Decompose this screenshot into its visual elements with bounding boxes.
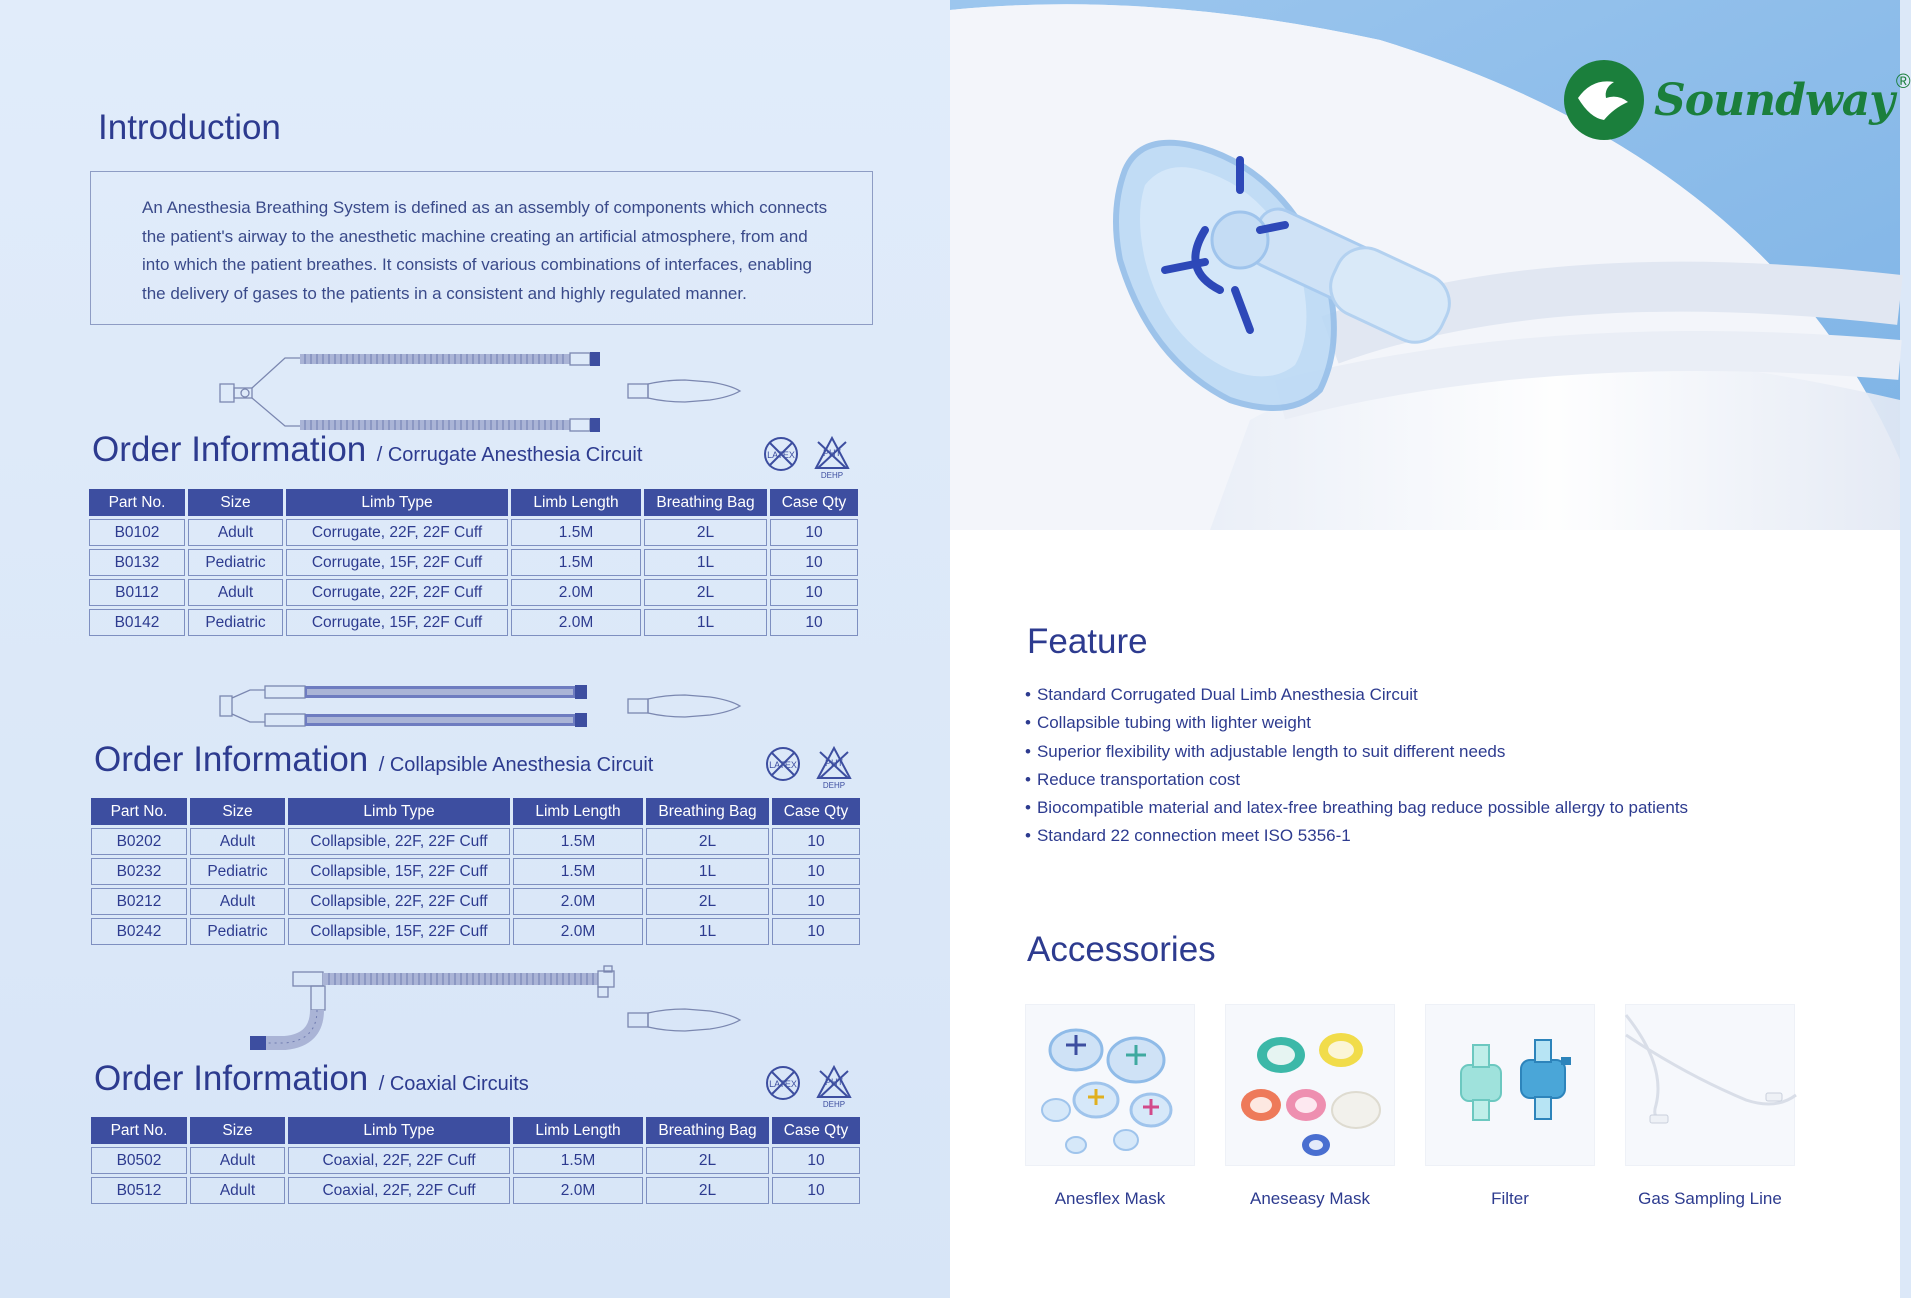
col-case-qty: Case Qty	[772, 1117, 860, 1144]
cell: 10	[772, 858, 860, 885]
col-breathing-bag: Breathing Bag	[646, 798, 769, 825]
coaxial-order-table	[88, 1114, 863, 1207]
table-row	[89, 609, 858, 636]
cell: 10	[770, 609, 858, 636]
col-case-qty: Case Qty	[772, 798, 860, 825]
pht-label: PHT	[823, 448, 841, 458]
compliance-badges	[764, 1063, 854, 1109]
latex-free-icon	[764, 744, 804, 790]
order-title: Order Information	[94, 740, 369, 779]
table-row	[91, 918, 860, 945]
cell: Pediatric	[188, 609, 283, 636]
order-subtitle: / Corrugate Anesthesia Circuit	[376, 444, 643, 466]
cell: 2L	[646, 828, 769, 855]
col-case-qty: Case Qty	[770, 489, 858, 516]
col-part-no: Part No.	[91, 1117, 187, 1144]
latex-free-icon	[762, 434, 802, 480]
dehp-label: DEHP	[822, 781, 846, 790]
cell: Corrugate, 15F, 22F Cuff	[286, 609, 508, 636]
cell: Adult	[188, 579, 283, 606]
cell: Pediatric	[190, 918, 285, 945]
cell: B0512	[91, 1177, 187, 1204]
introduction-text: An Anesthesia Breathing System is defined as an assembly of components which connects the patient's airway to the anesthetic machine creating an artificial atmosphere, from and into which the patient breathes. It consists of various combinations of interfaces, enabling the delivery of gases to the patients in a consistent and highly regulated manner.	[142, 198, 828, 303]
col-limb-type: Limb Type	[288, 1117, 510, 1144]
introduction-heading: Introduction	[98, 108, 281, 147]
collapsible-order-table	[88, 795, 863, 948]
cell: Adult	[190, 828, 285, 855]
col-limb-length: Limb Length	[513, 1117, 643, 1144]
cell: 10	[772, 1147, 860, 1174]
cell: 10	[770, 519, 858, 546]
list-item: • Superior flexibility with adjustable length to suit different needs	[1025, 738, 1688, 766]
dehp-label: DEHP	[822, 1100, 846, 1109]
cell: 10	[772, 828, 860, 855]
registered-mark: ®	[1895, 70, 1911, 93]
corrugate-circuit-diagram	[215, 350, 755, 432]
order-info-coaxial-heading	[94, 1059, 529, 1099]
cell: Corrugate, 22F, 22F Cuff	[286, 579, 508, 606]
cell: B0502	[91, 1147, 187, 1174]
cell: Corrugate, 22F, 22F Cuff	[286, 519, 508, 546]
cell: 10	[772, 888, 860, 915]
cell: 2L	[644, 579, 767, 606]
col-size: Size	[190, 1117, 285, 1144]
cell: Collapsible, 15F, 22F Cuff	[288, 918, 510, 945]
table-row	[89, 579, 858, 606]
cell: 1.5M	[513, 828, 643, 855]
accessory-aneseasy-mask	[1225, 1004, 1395, 1209]
table-header-row	[89, 489, 858, 516]
cell: 10	[770, 579, 858, 606]
table-row	[89, 519, 858, 546]
cell: 2.0M	[511, 609, 641, 636]
cell: 2L	[646, 1177, 769, 1204]
cell: 2.0M	[511, 579, 641, 606]
cell: 1.5M	[511, 519, 641, 546]
cell: B0112	[89, 579, 185, 606]
table-row	[91, 828, 860, 855]
latex-label: LATEX	[767, 450, 795, 460]
pht-dehp-free-icon	[814, 744, 854, 790]
table-header-row	[91, 1117, 860, 1144]
col-part-no: Part No.	[91, 798, 187, 825]
cell: Adult	[190, 1147, 285, 1174]
order-subtitle: / Collapsible Anesthesia Circuit	[378, 754, 654, 776]
col-breathing-bag: Breathing Bag	[646, 1117, 769, 1144]
accessory-gas-sampling-line	[1625, 1004, 1795, 1209]
brand-name: Soundway	[1654, 74, 1894, 126]
soundway-bird-logo-icon	[1562, 58, 1646, 142]
cell: Adult	[190, 888, 285, 915]
compliance-badges	[762, 434, 852, 480]
cell: 1.5M	[513, 1147, 643, 1174]
accessories-heading: Accessories	[1027, 930, 1216, 969]
cell: 10	[772, 918, 860, 945]
cell: Pediatric	[188, 549, 283, 576]
aneseasy-mask-photo	[1225, 1004, 1395, 1166]
cell: B0212	[91, 888, 187, 915]
anesflex-mask-photo	[1025, 1004, 1195, 1166]
cell: 2.0M	[513, 1177, 643, 1204]
cell: Adult	[188, 519, 283, 546]
dehp-label: DEHP	[820, 471, 844, 480]
cell: 1.5M	[513, 858, 643, 885]
cell: 2L	[646, 1147, 769, 1174]
feature-list	[1025, 681, 1688, 851]
cell: 10	[770, 549, 858, 576]
accessory-label: Anesflex Mask	[1054, 1189, 1166, 1208]
cell: Collapsible, 22F, 22F Cuff	[288, 888, 510, 915]
cell: B0102	[89, 519, 185, 546]
order-info-corrugate-heading	[92, 430, 642, 470]
col-limb-type: Limb Type	[286, 489, 508, 516]
soundway-logo	[1562, 58, 1911, 142]
cell: B0232	[91, 858, 187, 885]
cell: B0242	[91, 918, 187, 945]
col-limb-type: Limb Type	[288, 798, 510, 825]
cell: 1L	[644, 549, 767, 576]
latex-label: LATEX	[769, 1079, 797, 1089]
cell: Adult	[190, 1177, 285, 1204]
coaxial-circuit-diagram	[245, 965, 755, 1055]
col-limb-length: Limb Length	[511, 489, 641, 516]
right-panel	[950, 0, 1911, 1298]
compliance-badges	[764, 744, 854, 790]
cell: Collapsible, 15F, 22F Cuff	[288, 858, 510, 885]
cell: 2.0M	[513, 888, 643, 915]
list-item: • Collapsible tubing with lighter weight	[1025, 709, 1688, 737]
order-title: Order Information	[94, 1059, 369, 1098]
cell: 2L	[644, 519, 767, 546]
latex-label: LATEX	[769, 760, 797, 770]
table-row	[91, 888, 860, 915]
latex-free-icon	[764, 1063, 804, 1109]
left-panel	[0, 0, 950, 1298]
cell: 10	[772, 1177, 860, 1204]
cell: 1L	[646, 858, 769, 885]
cell: Pediatric	[190, 858, 285, 885]
list-item: • Standard 22 connection meet ISO 5356-1	[1025, 822, 1688, 850]
accessory-label: Aneseasy Mask	[1250, 1189, 1370, 1208]
introduction-box	[90, 171, 873, 325]
gas-sampling-line-photo	[1625, 1004, 1795, 1166]
cell: B0142	[89, 609, 185, 636]
accessory-label: Filter	[1491, 1189, 1529, 1208]
hero-product-photo	[950, 0, 1911, 530]
cell: Coaxial, 22F, 22F Cuff	[288, 1147, 510, 1174]
table-row	[91, 1177, 860, 1204]
table-header-row	[91, 798, 860, 825]
cell: Coaxial, 22F, 22F Cuff	[288, 1177, 510, 1204]
pht-label: PHT	[825, 758, 843, 768]
list-item: • Reduce transportation cost	[1025, 766, 1688, 794]
accessory-label: Gas Sampling Line	[1638, 1189, 1782, 1208]
list-item: • Biocompatible material and latex-free breathing bag reduce possible allergy to patients	[1025, 794, 1688, 822]
col-size: Size	[188, 489, 283, 516]
cell: Collapsible, 22F, 22F Cuff	[288, 828, 510, 855]
accessory-anesflex-mask	[1025, 1004, 1195, 1209]
list-item: • Standard Corrugated Dual Limb Anesthesia Circuit	[1025, 681, 1688, 709]
order-subtitle: / Coaxial Circuits	[378, 1073, 529, 1095]
filter-photo	[1425, 1004, 1595, 1166]
order-info-collapsible-heading	[94, 740, 653, 780]
cell: B0132	[89, 549, 185, 576]
table-row	[91, 858, 860, 885]
col-limb-length: Limb Length	[513, 798, 643, 825]
cell: Corrugate, 15F, 22F Cuff	[286, 549, 508, 576]
table-row	[89, 549, 858, 576]
cell: B0202	[91, 828, 187, 855]
pht-dehp-free-icon	[814, 1063, 854, 1109]
order-title: Order Information	[92, 430, 367, 469]
corrugate-order-table	[86, 486, 861, 639]
pht-dehp-free-icon	[812, 434, 852, 480]
cell: 1L	[644, 609, 767, 636]
col-breathing-bag: Breathing Bag	[644, 489, 767, 516]
col-part-no: Part No.	[89, 489, 185, 516]
accessory-filter	[1425, 1004, 1595, 1209]
cell: 2.0M	[513, 918, 643, 945]
table-row	[91, 1147, 860, 1174]
cell: 2L	[646, 888, 769, 915]
collapsible-circuit-diagram	[215, 684, 755, 728]
pht-label: PHT	[825, 1077, 843, 1087]
cell: 1L	[646, 918, 769, 945]
feature-heading: Feature	[1027, 622, 1148, 661]
col-size: Size	[190, 798, 285, 825]
cell: 1.5M	[511, 549, 641, 576]
